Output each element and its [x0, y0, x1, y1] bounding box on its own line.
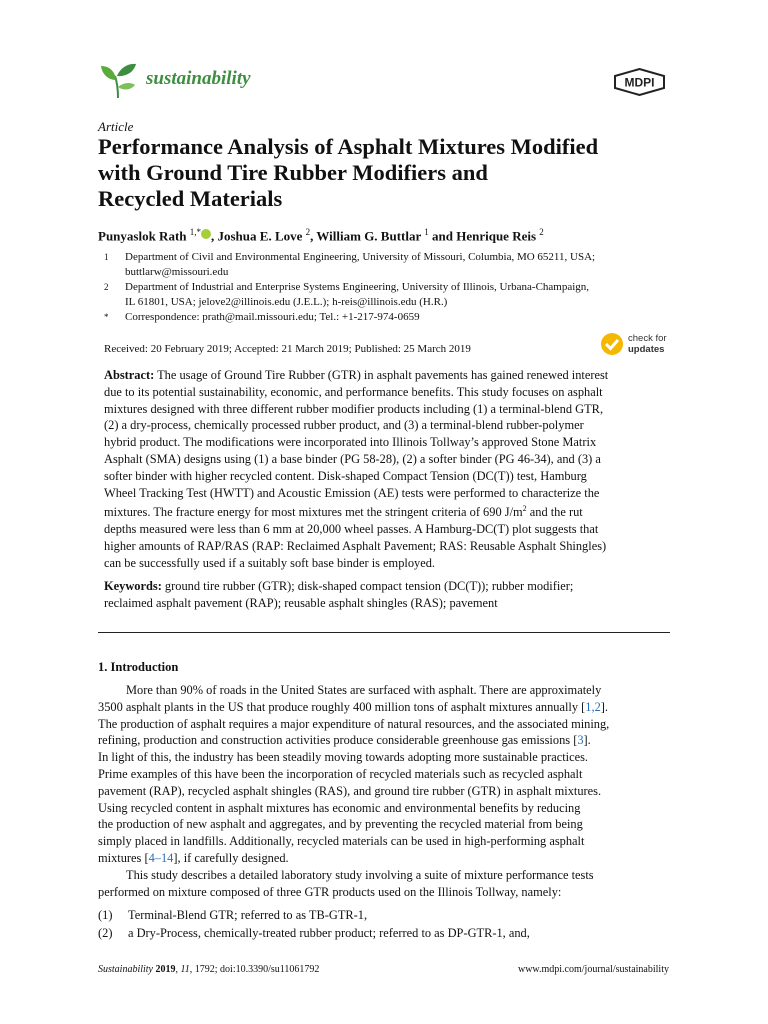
title-line: with Ground Tire Rubber Modifiers and — [98, 160, 488, 185]
abstract-line: The usage of Ground Tire Rubber (GTR) in asphalt pavements has gained renewed interest — [154, 368, 609, 382]
affiliation-mark: 2 — [104, 282, 109, 292]
abstract-line: hybrid product. The modifications were incorporated into Illinois Tollway’s approved Stone Matrix — [104, 435, 597, 450]
keywords — [104, 578, 670, 612]
section-divider — [98, 632, 670, 633]
body-line: performed on mixture composed of three GTR products used on the Illinois Tollway, namely: — [98, 884, 562, 899]
abstract-line-tail: and the rut — [526, 505, 583, 520]
journal-name: sustainability — [146, 68, 251, 89]
introduction-body — [98, 682, 670, 900]
check-updates-line2: updates — [628, 344, 665, 355]
author-affiliation-mark: 2 — [539, 227, 544, 237]
body-line-tail: ]. — [600, 699, 609, 714]
article-type: Article — [98, 119, 134, 134]
citation-link[interactable]: 4–14 — [148, 850, 174, 865]
author-list — [98, 227, 544, 244]
body-line-tail: ], if carefully designed. — [173, 850, 289, 865]
author-affiliation-mark: 1,* — [189, 227, 201, 237]
author-name: and Henrique Reis — [428, 228, 537, 244]
publisher-name: MDPI — [624, 75, 655, 90]
correspondence-line: Correspondence: prath@mail.missouri.edu; Tel.: +1-217-974-0659 — [125, 311, 420, 323]
author-name: Punyaslok Rath — [98, 228, 187, 244]
abstract-line: softer binder with higher recycled content. Disk-shaped Compact Tension (DC(T)) test, Hamburg — [104, 468, 587, 483]
list-item — [98, 908, 670, 923]
title-line: Performance Analysis of Asphalt Mixtures Modified — [98, 134, 599, 159]
abstract-label: Abstract: — [104, 368, 155, 382]
abstract-line: can be successfully used if a suitably soft base binder is employed. — [104, 555, 436, 570]
body-line: pavement (RAP), recycled asphalt shingles (RAS), and ground tire rubber (GTR) in asphalt mixtures. — [98, 783, 602, 798]
paper-title — [98, 134, 673, 212]
body-line: mixtures [ — [98, 850, 149, 865]
body-line: In light of this, the industry has been steadily moving towards adopting more sustainable practices. — [98, 750, 589, 765]
abstract-line: depths measured were less than 6 mm at 20,000 wheel passes. A Hamburg-DC(T) plot suggests that — [104, 522, 599, 537]
body-line-tail: ]. — [583, 733, 591, 748]
author-affiliation-mark: 1 — [424, 227, 429, 237]
mdpi-logo-icon — [611, 68, 668, 96]
list-text: Terminal-Blend GTR; referred to as TB-GTR-1, — [128, 908, 368, 922]
citation-link[interactable]: 3 — [577, 733, 584, 748]
body-line: refining, production and construction activities produce considerable greenhouse gas emissions [ — [98, 733, 578, 748]
author-name: , Joshua E. Love — [211, 228, 303, 244]
abstract-line: due to its potential sustainability, economic, and performance benefits. This study focuses on asphalt — [104, 384, 603, 399]
affiliation — [104, 250, 670, 280]
abstract-line: mixtures. The fracture energy for most mixtures met the stringent criteria of 690 J/m — [104, 505, 523, 520]
check-updates-icon — [600, 332, 624, 356]
publication-dates: Received: 20 February 2019; Accepted: 21 March 2019; Published: 25 March 2019 — [104, 343, 471, 355]
affiliation-mark: 1 — [104, 252, 109, 262]
citation-link[interactable]: 1,2 — [585, 699, 601, 714]
abstract-line: (2) a dry-process, chemically processed rubber product, and (3) a terminal-blend rubber-polymer — [104, 418, 584, 433]
author-affiliation-mark: 2 — [305, 227, 311, 237]
footer-volume: , 11 — [175, 964, 190, 975]
affiliation-mark: * — [104, 312, 109, 322]
abstract — [104, 367, 670, 572]
body-line: The production of asphalt requires a major expenditure of natural resources, and the associated mining, — [98, 716, 610, 731]
affiliation-line: buttlarw@missouri.edu — [125, 266, 229, 278]
footer-journal-url[interactable]: www.mdpi.com/journal/sustainability — [517, 964, 669, 975]
footer-citation — [98, 964, 319, 975]
check-for-updates-badge[interactable] — [600, 332, 670, 358]
footer-journal: Sustainability — [98, 964, 153, 975]
author-name: , William G. Buttlar — [310, 228, 422, 244]
footer-doi: , 1792; doi:10.3390/su11061792 — [189, 964, 320, 975]
abstract-line: Wheel Tracking Test (HWTT) and Acoustic Emission (AE) tests were performed to characterize the — [104, 485, 600, 500]
footer-year: 2019 — [153, 964, 176, 975]
abstract-line: mixtures designed with three different rubber modifier products including (1) a terminal-blend GTR, — [104, 401, 604, 416]
correspondence — [104, 310, 670, 325]
abstract-superscript: 2 — [522, 504, 527, 514]
list-text: a Dry-Process, chemically-treated rubber product; referred to as DP-GTR-1, and, — [128, 926, 530, 940]
check-updates-line1: check for — [628, 333, 667, 344]
abstract-line: Asphalt (SMA) designs using (1) a base binder (PG 58-28), (2) a softer binder (PG 46-34), and (3) a — [104, 451, 601, 466]
abstract-line: higher amounts of RAP/RAS (RAP: Reclaimed Asphalt Pavement; RAS: Reusable Asphalt Shingles) — [104, 539, 607, 554]
body-line: the production of new asphalt and aggregates, and by preventing the recycled material from being — [98, 817, 583, 832]
affiliation-line: Department of Industrial and Enterprise Systems Engineering, University of Illinois, Urbana-Champaign, — [125, 281, 590, 293]
list-item — [98, 926, 670, 941]
body-line: More than 90% of roads in the United States are surfaced with asphalt. There are approximately — [126, 683, 602, 697]
title-line: Recycled Materials — [98, 186, 283, 211]
body-line: Prime examples of this have been the incorporation of recycled materials such as recycled asphalt — [98, 766, 583, 781]
body-line: simply placed in landfills. Additionally, recycled materials can be used in high-performing asphalt — [98, 834, 585, 849]
section-heading: 1. Introduction — [98, 660, 179, 674]
affiliation — [104, 280, 670, 310]
sustainability-leaf-logo-icon — [98, 60, 138, 100]
keywords-label: Keywords: — [104, 579, 162, 593]
keywords-line: reclaimed asphalt pavement (RAP); reusable asphalt shingles (RAS); pavement — [104, 595, 498, 610]
affiliation-line: IL 61801, USA; jelove2@illinois.edu (J.E.L.); h-reis@illinois.edu (H.R.) — [125, 296, 448, 308]
list-number: (1) — [98, 908, 113, 922]
body-line: 3500 asphalt plants in the US that produce roughly 400 million tons of asphalt mixtures annually [ — [98, 699, 586, 714]
list-number: (2) — [98, 926, 113, 940]
keywords-line: ground tire rubber (GTR); disk-shaped compact tension (DC(T)); rubber modifier; — [161, 579, 574, 593]
affiliation-line: Department of Civil and Environmental Engineering, University of Missouri, Columbia, MO 65211, USA; — [125, 251, 596, 263]
body-line: This study describes a detailed laboratory study involving a suite of mixture performance tests — [126, 867, 594, 882]
body-line: Using recycled content in asphalt mixtures has economic and environmental benefits by reducing — [98, 800, 581, 815]
orcid-icon[interactable] — [201, 229, 211, 239]
